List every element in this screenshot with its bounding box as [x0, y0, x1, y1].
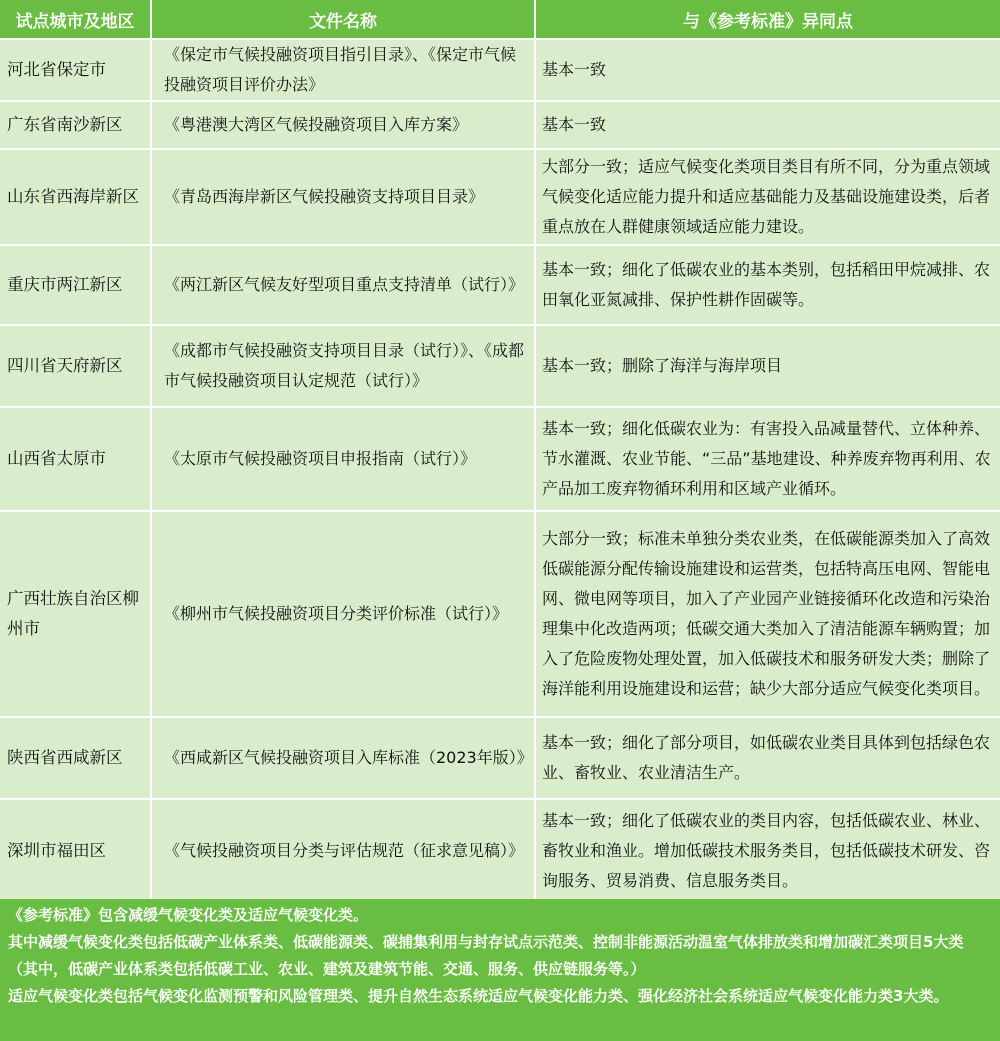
cell-diff: 大部分一致；标准未单独分类农业类，在低碳能源类加入了高效低碳能源分配传输设施建设和运营类，包括特高压电网、智能电网、微电网等项目，加入了产业园产业链接循环化改造和污染治理集中化改造两项；低碳交通大类加入了清洁能源车辆购置；加入了危险废物处理处置，加入低碳技术和服务研发大类；删除了海洋能利用设施建设和运营；缺少大部分适应气候变化类项目。 — [536, 510, 1000, 716]
reference-standard-note — [0, 899, 1000, 1041]
cell-city: 深圳市福田区 — [0, 798, 152, 901]
header-city: 试点城市及地区 — [0, 0, 152, 38]
cell-document: 《柳州市气候投融资项目分类评价标准（试行）》 — [152, 510, 536, 716]
cell-city: 山东省西海岸新区 — [0, 148, 152, 244]
cell-document: 《青岛西海岸新区气候投融资支持项目目录》 — [152, 148, 536, 244]
cell-diff: 基本一致；删除了海洋与海岸项目 — [536, 324, 1000, 406]
cell-city: 重庆市两江新区 — [0, 244, 152, 324]
table-row — [0, 38, 1000, 100]
note-line-2: 其中减缓气候变化类包括低碳产业体系类、低碳能源类、碳捕集利用与封存试点示范类、控制非能源活动温室气体排放类和增加碳汇类项目5大类（其中，低碳产业体系类包括低碳工业、农业、建筑及建筑节能、交通、服务、供应链服务等。） — [8, 933, 964, 978]
cell-diff: 基本一致；细化低碳农业为：有害投入品减量替代、立体种养、节水灌溉、农业节能、“三品”基地建设、种养废弃物再利用、农产品加工废弃物循环利用和区域产业循环。 — [536, 406, 1000, 510]
cell-document: 《气候投融资项目分类与评估规范（征求意见稿）》 — [152, 798, 536, 901]
cell-document: 《西咸新区气候投融资项目入库标准（2023年版）》 — [152, 716, 536, 798]
cell-city: 广西壮族自治区柳州市 — [0, 510, 152, 716]
cell-document: 《两江新区气候友好型项目重点支持清单（试行）》 — [152, 244, 536, 324]
note-line-1: 《参考标准》包含减缓气候变化类及适应气候变化类。 — [8, 906, 369, 924]
cell-diff: 大部分一致；适应气候变化类项目类目有所不同，分为重点领域气候变化适应能力提升和适应基础能力及基础设施建设类，后者重点放在人群健康领域适应能力建设。 — [536, 148, 1000, 244]
cell-city: 广东省南沙新区 — [0, 100, 152, 148]
cell-document: 《成都市气候投融资支持项目目录（试行）》、《成都市气候投融资项目认定规范（试行）》 — [152, 324, 536, 406]
table-row — [0, 510, 1000, 716]
cell-diff: 基本一致；细化了部分项目，如低碳农业类目具体到包括绿色农业、畜牧业、农业清洁生产。 — [536, 716, 1000, 798]
note-line-3: 适应气候变化类包括气候变化监测预警和风险管理类、提升自然生态系统适应气候变化能力类、强化经济社会系统适应气候变化能力类3大类。 — [8, 987, 949, 1005]
cell-city: 山西省太原市 — [0, 406, 152, 510]
cell-city: 河北省保定市 — [0, 38, 152, 100]
table-row — [0, 100, 1000, 148]
table-row — [0, 244, 1000, 324]
table-header-row — [0, 0, 1000, 38]
cell-document: 《保定市气候投融资项目指引目录》、《保定市气候投融资项目评价办法》 — [152, 38, 536, 100]
table-row — [0, 798, 1000, 901]
cell-diff: 基本一致；细化了低碳农业的类目内容，包括低碳农业、林业、畜牧业和渔业。增加低碳技术服务类目，包括低碳技术研发、咨询服务、贸易消费、信息服务类目。 — [536, 798, 1000, 901]
table-row — [0, 324, 1000, 406]
header-document: 文件名称 — [152, 0, 536, 38]
cell-document: 《太原市气候投融资项目申报指南（试行）》 — [152, 406, 536, 510]
cell-diff: 基本一致 — [536, 100, 1000, 148]
table-row — [0, 716, 1000, 798]
cell-diff: 基本一致；细化了低碳农业的基本类别，包括稻田甲烷减排、农田氧化亚氮减排、保护性耕作固碳等。 — [536, 244, 1000, 324]
table-row — [0, 148, 1000, 244]
cell-document: 《粤港澳大湾区气候投融资项目入库方案》 — [152, 100, 536, 148]
cell-diff: 基本一致 — [536, 38, 1000, 100]
table-row — [0, 406, 1000, 510]
cell-city: 陕西省西咸新区 — [0, 716, 152, 798]
cell-city: 四川省天府新区 — [0, 324, 152, 406]
header-comparison: 与《参考标准》异同点 — [536, 0, 1000, 38]
